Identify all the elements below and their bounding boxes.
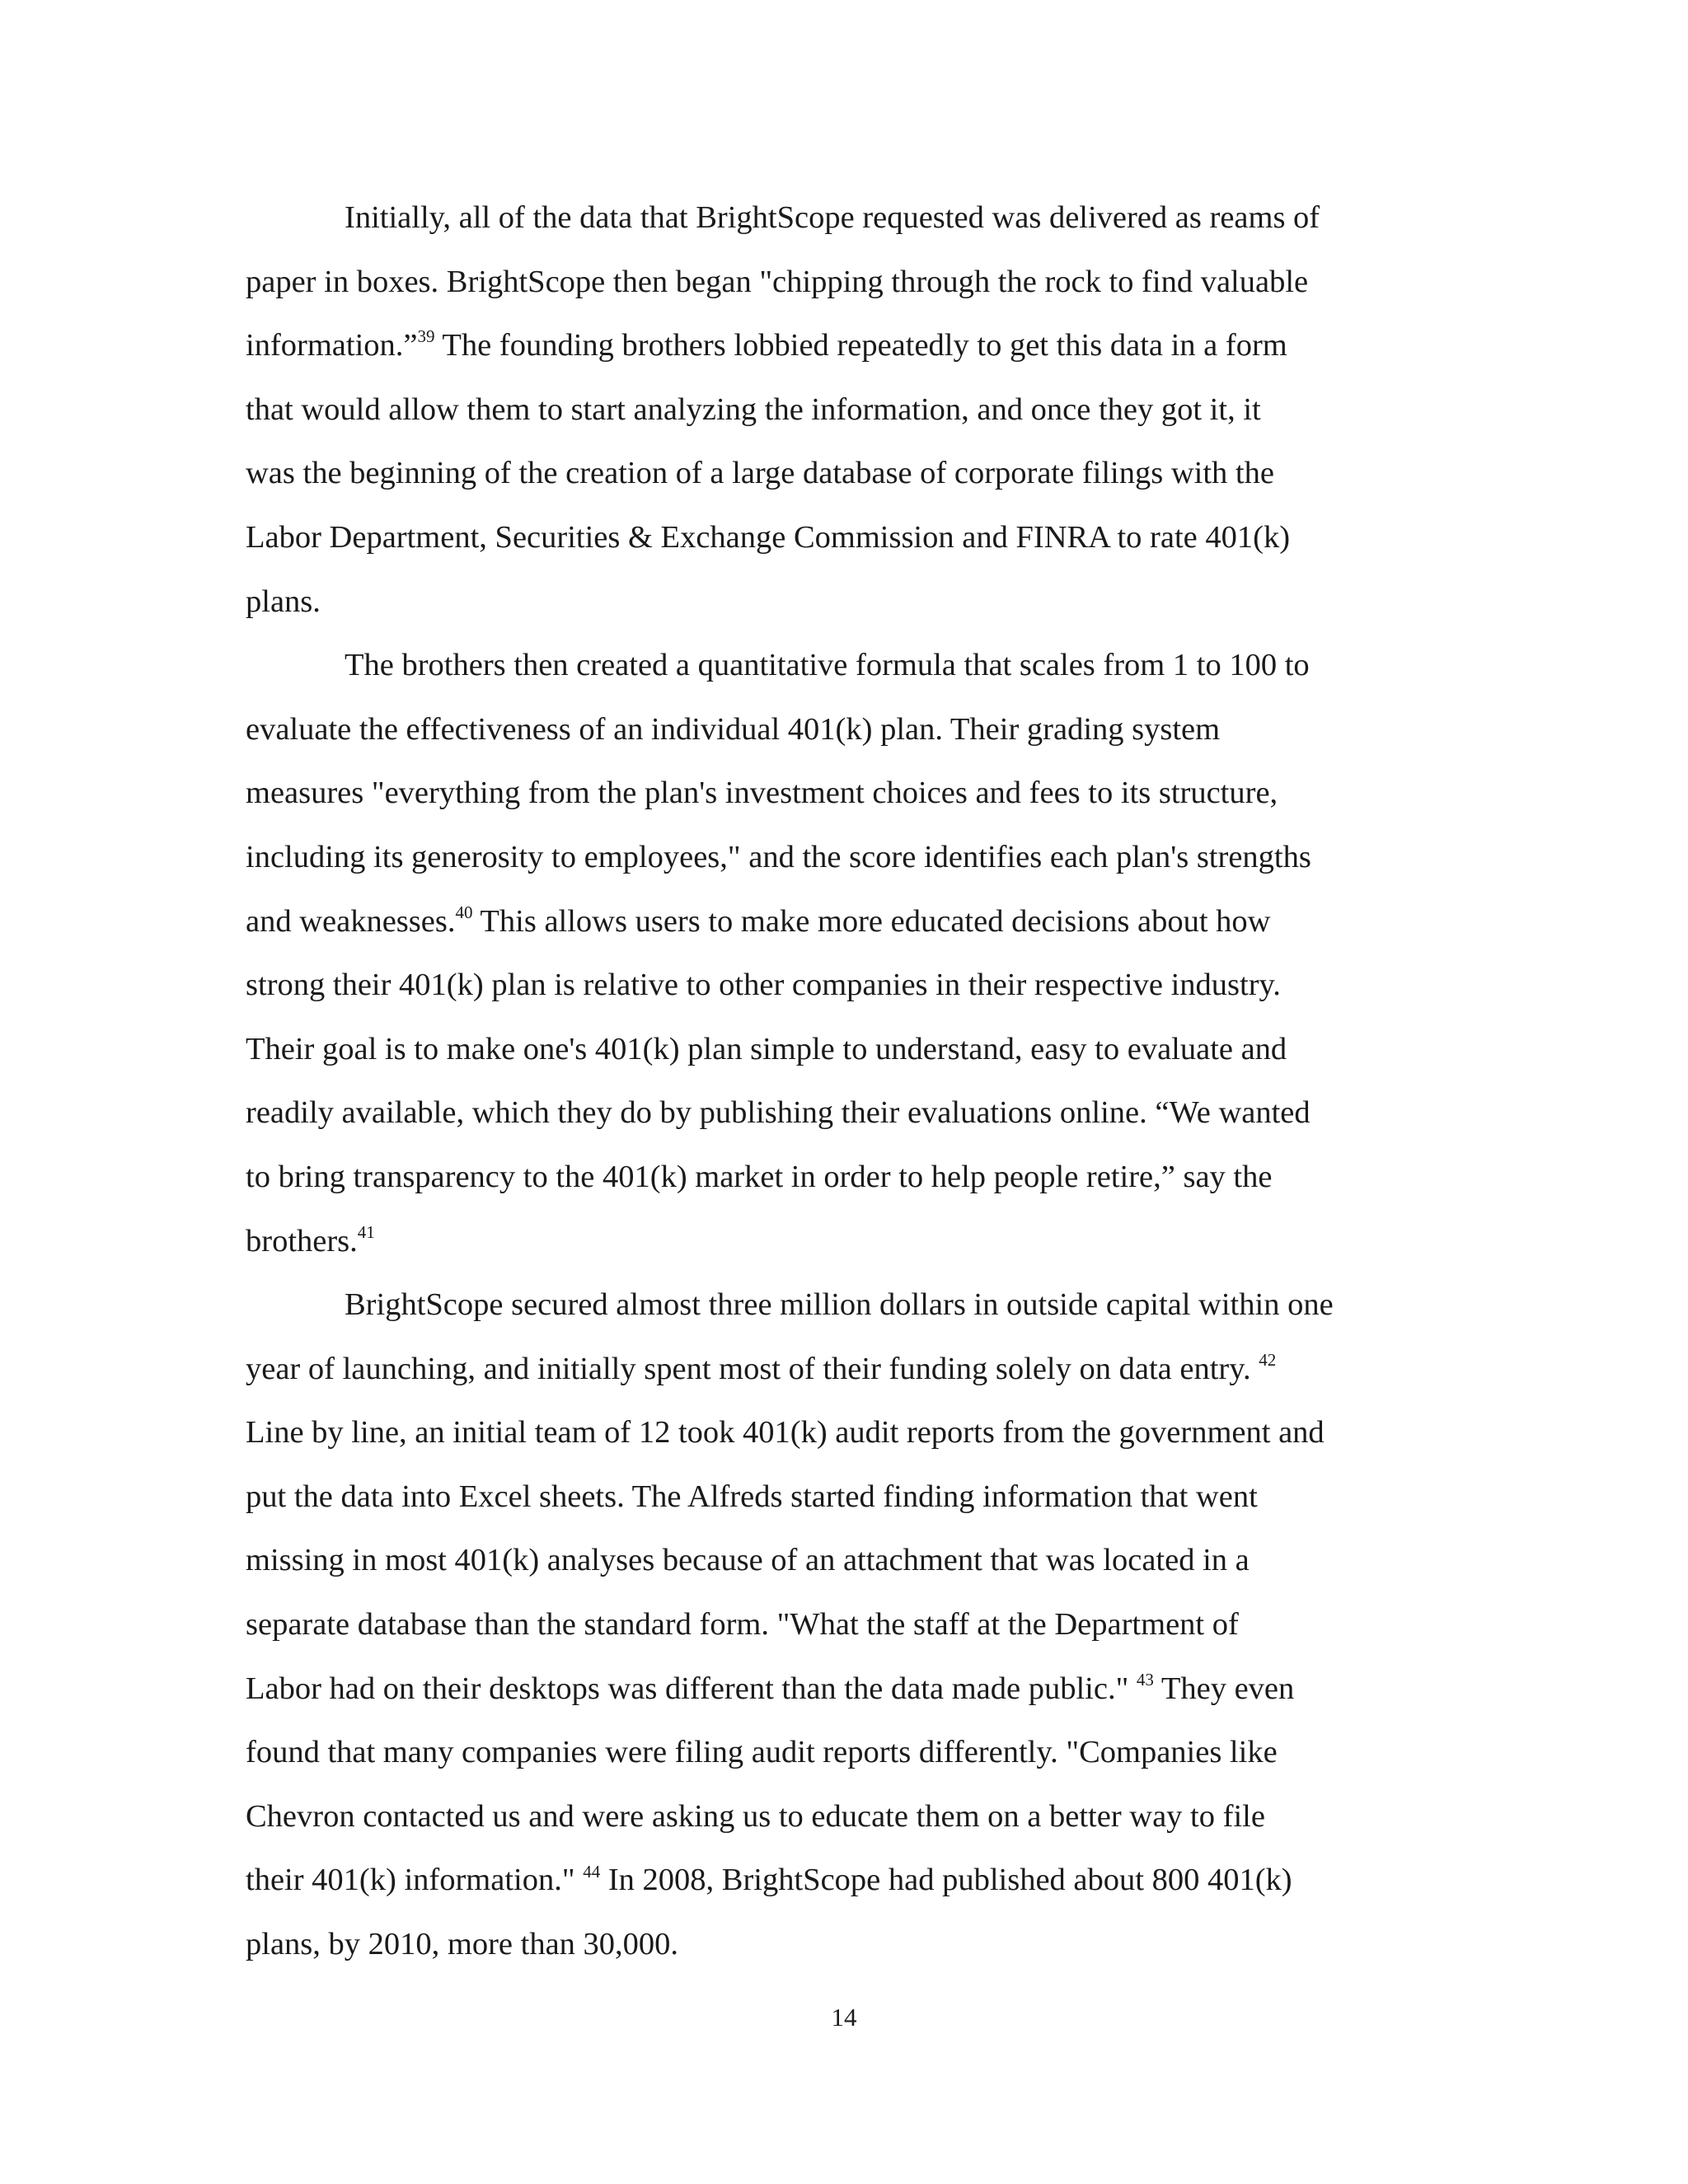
text-line — [246, 1529, 1449, 1593]
text-line — [246, 1273, 1449, 1338]
text-run: The founding brothers lobbied repeatedly to get this data in a form — [434, 328, 1287, 363]
footnote-reference: 43 — [1136, 1669, 1154, 1690]
text-run: They even — [1153, 1671, 1295, 1706]
text-run: readily available, which they do by publishing their evaluations online. “We wanted — [246, 1095, 1311, 1131]
text-line — [246, 1721, 1449, 1785]
text-line — [246, 378, 1449, 443]
text-line — [246, 1338, 1449, 1402]
text-run: BrightScope secured almost three million dollars in outside capital within one — [345, 1287, 1334, 1323]
text-line — [246, 890, 1449, 954]
text-run: to bring transparency to the 401(k) market in order to help people retire,” say the — [246, 1159, 1273, 1194]
text-run: This allows users to make more educated decisions about how — [472, 903, 1271, 939]
footnote-reference: 42 — [1259, 1349, 1277, 1370]
text-line — [246, 1081, 1449, 1146]
text-line — [246, 1018, 1449, 1082]
text-line — [246, 826, 1449, 890]
text-line — [246, 251, 1449, 315]
text-line — [246, 1210, 1449, 1274]
text-line — [246, 1401, 1449, 1465]
body-text — [246, 186, 1449, 1977]
text-run: separate database than the standard form. "What the staff at the Department of — [246, 1607, 1239, 1643]
page-number: 14 — [831, 2003, 857, 2032]
text-run: strong their 401(k) plan is relative to other companies in their respective industry. — [246, 968, 1281, 1003]
text-line — [246, 1657, 1449, 1722]
text-run: Initially, all of the data that BrightScope requested was delivered as reams of — [345, 200, 1320, 235]
text-line — [246, 1593, 1449, 1657]
text-line — [246, 1465, 1449, 1530]
text-run: measures "everything from the plan's investment choices and fees to its structure, — [246, 776, 1278, 811]
text-run: brothers. — [246, 1223, 358, 1258]
text-line — [246, 186, 1449, 251]
text-line — [246, 314, 1449, 378]
text-line — [246, 634, 1449, 698]
text-line — [246, 1146, 1449, 1210]
text-run: plans. — [246, 583, 321, 619]
footnote-reference: 41 — [357, 1221, 375, 1242]
text-run: was the beginning of the creation of a large database of corporate filings with the — [246, 456, 1274, 491]
text-line — [246, 442, 1449, 506]
text-run: missing in most 401(k) analyses because of an attachment that was located in a — [246, 1543, 1250, 1578]
text-run: including its generosity to employees," and the score identifies each plan's strengths — [246, 839, 1311, 874]
text-run: paper in boxes. BrightScope then began "chipping through the rock to find valuable — [246, 264, 1309, 299]
text-run: Labor Department, Securities & Exchange Commission and FINRA to rate 401(k) — [246, 519, 1291, 555]
text-run: their 401(k) information." — [246, 1863, 584, 1898]
text-run: and weaknesses. — [246, 903, 456, 939]
text-run: that would allow them to start analyzing the information, and once they got it, it — [246, 391, 1261, 427]
paragraph — [246, 634, 1449, 1273]
text-run: evaluate the effectiveness of an individual 401(k) plan. Their grading system — [246, 711, 1221, 747]
text-run: Labor had on their desktops was different than the data made public." — [246, 1671, 1137, 1706]
footnote-reference: 39 — [417, 326, 435, 347]
text-run: year of launching, and initially spent most of their funding solely on data entry. — [246, 1351, 1259, 1386]
text-line — [246, 1849, 1449, 1913]
text-run: Their goal is to make one's 401(k) plan simple to understand, easy to evaluate and — [246, 1031, 1287, 1066]
text-line — [246, 570, 1449, 635]
text-run: Chevron contacted us and were asking us to educate them on a better way to file — [246, 1798, 1265, 1834]
footnote-reference: 44 — [583, 1861, 601, 1882]
text-run: information.” — [246, 328, 418, 363]
text-run: In 2008, BrightScope had published about 800 401(k) — [600, 1863, 1292, 1898]
text-line — [246, 506, 1449, 570]
text-run: The brothers then created a quantitative formula that scales from 1 to 100 to — [345, 648, 1310, 683]
paragraph — [246, 1273, 1449, 1977]
text-run: found that many companies were filing audit reports differently. "Companies like — [246, 1735, 1278, 1770]
text-line — [246, 762, 1449, 826]
text-run: Line by line, an initial team of 12 took 401(k) audit reports from the government and — [246, 1415, 1325, 1451]
text-line — [246, 1913, 1449, 1977]
text-run: put the data into Excel sheets. The Alfreds started finding information that went — [246, 1479, 1258, 1514]
text-line — [246, 698, 1449, 762]
text-run: plans, by 2010, more than 30,000. — [246, 1927, 679, 1962]
text-line — [246, 954, 1449, 1018]
text-line — [246, 1785, 1449, 1849]
paragraph — [246, 186, 1449, 634]
footnote-reference: 40 — [455, 902, 473, 922]
